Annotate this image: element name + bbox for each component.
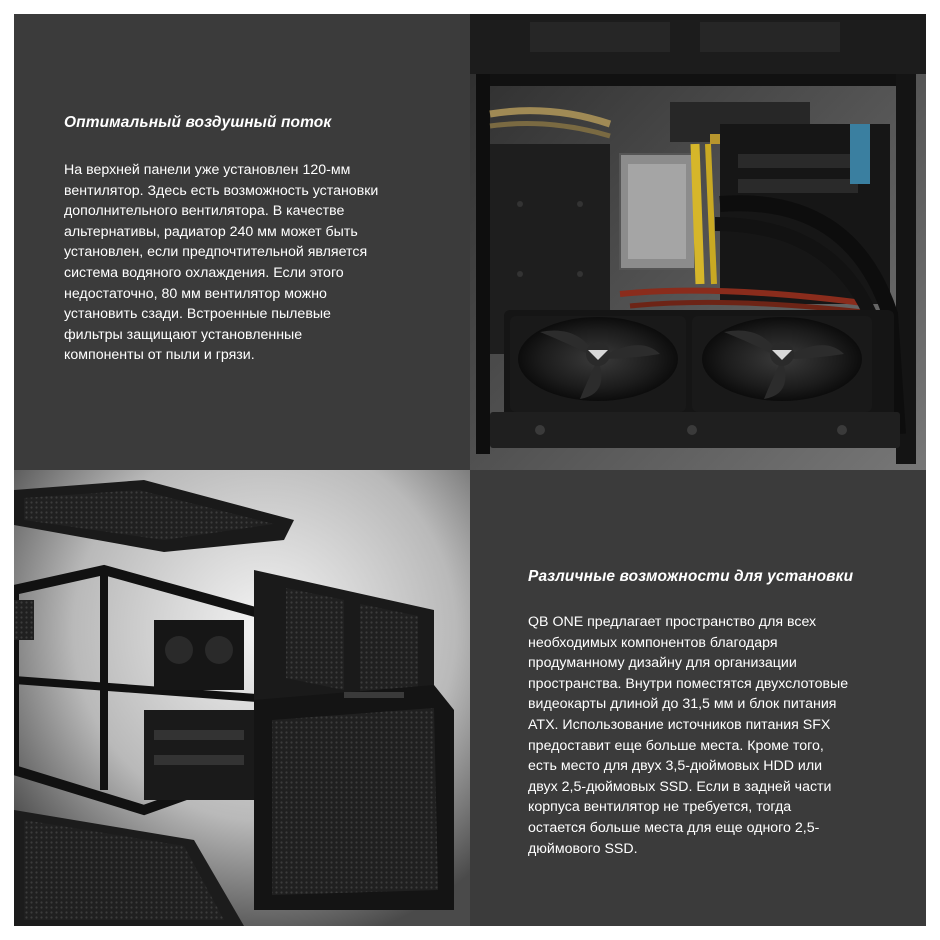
text-line: установлен, если предпочтительной является (64, 244, 368, 261)
product-feature-grid (14, 14, 926, 926)
text-line: система водяного охлаждения. Если этого (64, 264, 344, 281)
text-line: остается больше места для еще одного 2,5- (528, 819, 820, 836)
exploded-case-photo (14, 470, 470, 926)
text-line: компоненты от пыли и грязи. (64, 347, 255, 364)
installation-description (528, 612, 878, 859)
text-line: вентилятор. Здесь есть возможность установки (64, 182, 379, 199)
text-line: предоставит еще больше места. Кроме того, (528, 737, 824, 754)
installation-text-panel (470, 470, 926, 926)
text-line: недостаточно, 80 мм вентилятор можно (64, 285, 327, 302)
text-line: ATX. Использование источников питания SFX (528, 716, 831, 733)
text-line: На верхней панели уже установлен 120-мм (64, 162, 351, 178)
text-line: дюймового SSD. (528, 840, 638, 857)
text-line: есть место для двух 3,5-дюймовых HDD или (528, 758, 823, 775)
text-line: фильтры защищают установленные (64, 326, 303, 343)
airflow-description (64, 160, 404, 366)
case-interior-photo (470, 14, 926, 470)
text-line: пространства. Внутри поместятся двухслотовые (528, 675, 849, 692)
text-line: двух 2,5-дюймовых SSD. Если в задней части (528, 778, 832, 795)
exploded-case-illustration (14, 470, 470, 926)
text-line: продуманному дизайну для организации (528, 655, 797, 672)
text-line: дополнительного вентилятора. В качестве (64, 203, 345, 220)
text-line: установить сзади. Встроенные пылевые (64, 306, 331, 323)
text-line: необходимых компонентов благодаря (528, 634, 778, 651)
airflow-heading: Оптимальный воздушный поток (64, 114, 332, 131)
installation-heading: Различные возможности для установки (528, 568, 854, 585)
text-line: видеокарты длиной до 31,5 мм и блок питания (528, 696, 837, 713)
case-interior-illustration (470, 14, 926, 470)
text-line: корпуса вентилятор не требуется, тогда (528, 799, 792, 816)
text-line: альтернативы, радиатор 240 мм может быть (64, 223, 358, 240)
airflow-text-panel (14, 14, 470, 470)
text-line: QB ONE предлагает пространство для всех (528, 614, 817, 630)
